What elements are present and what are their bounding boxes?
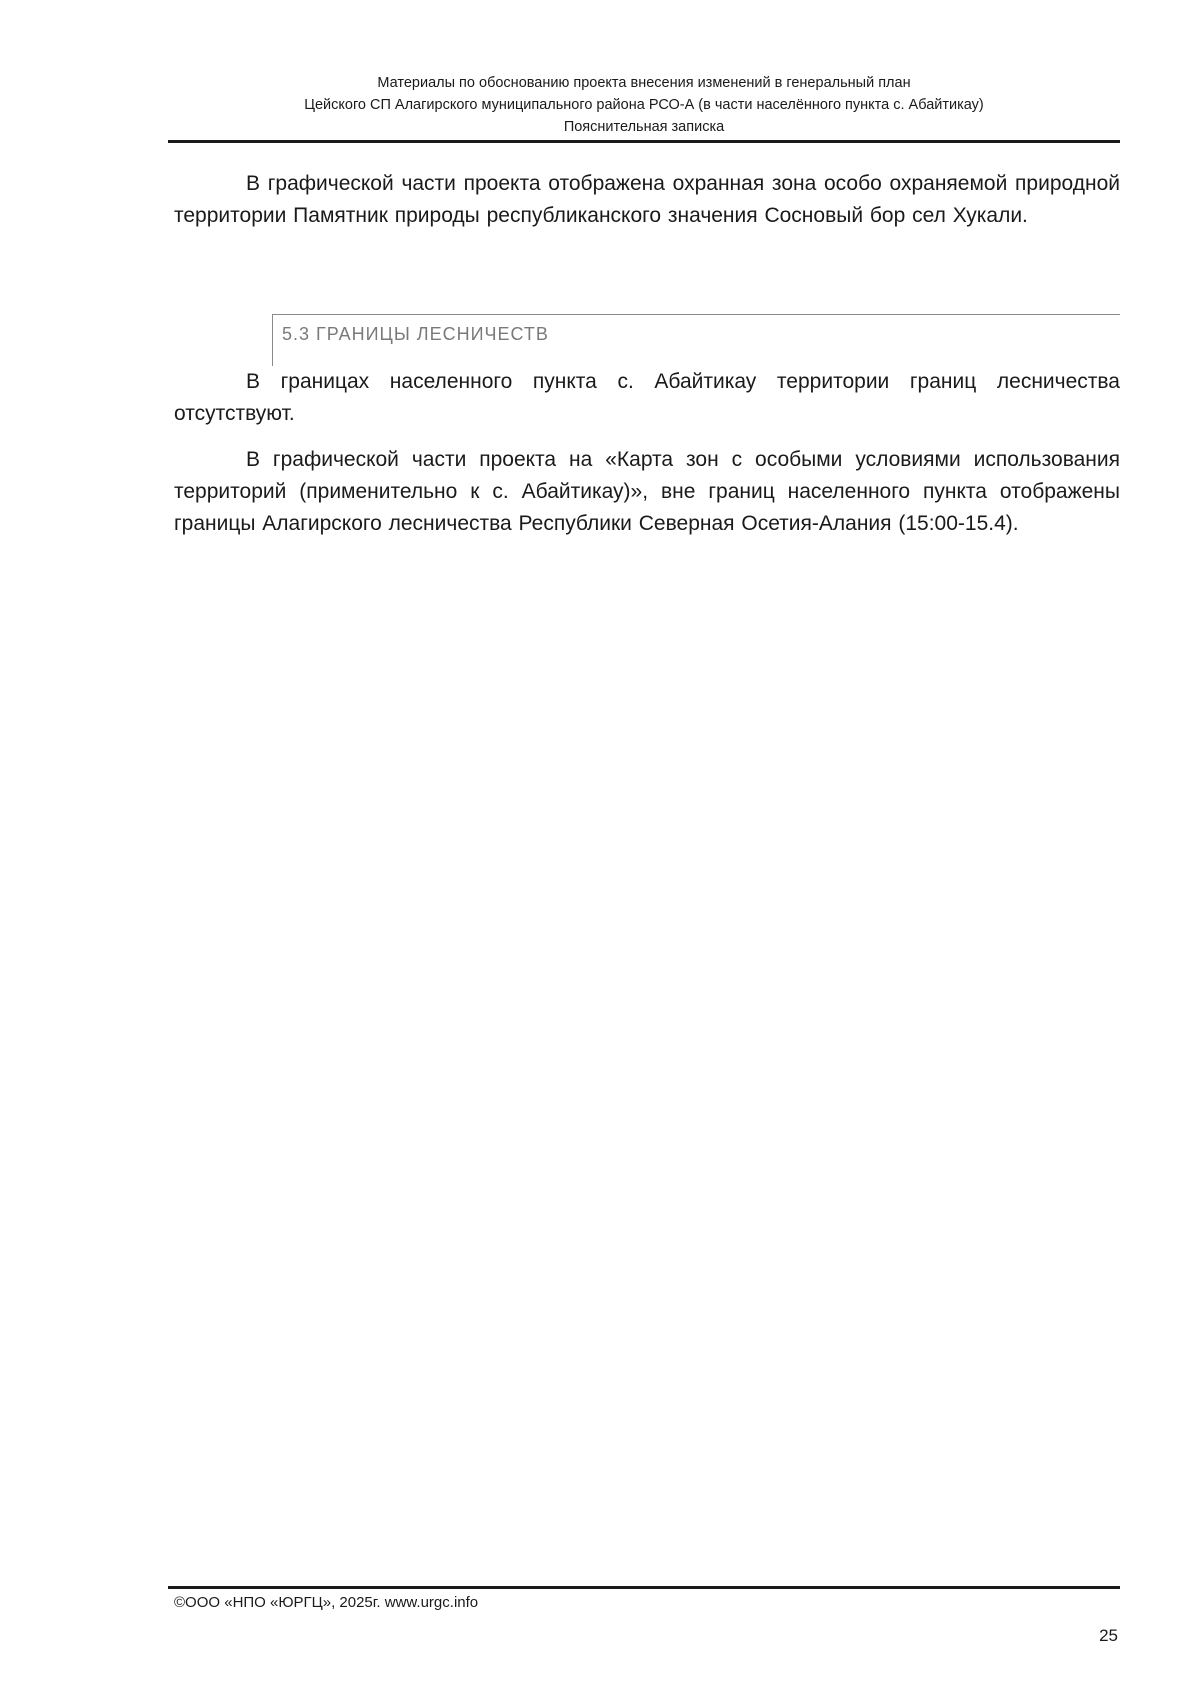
section-heading: [272, 314, 1120, 366]
header-subtitle-line: Цейского СП Алагирского муниципального района РСО-А (в части населённого пункта с. Абайтикау): [304, 97, 984, 113]
footer-copyright: ©ООО «НПО «ЮРГЦ», 2025г. www.urgc.info: [174, 1594, 479, 1611]
footer-divider: [168, 1586, 1120, 1589]
header-document-type: Пояснительная записка: [563, 119, 725, 135]
page-header: [168, 72, 1120, 138]
section-heading-text: 5.3 ГРАНИЦЫ ЛЕСНИЧЕСТВ: [282, 324, 549, 344]
body-paragraph-forestry-map: В графической части проекта на «Карта зон с особыми условиями использования территорий (применительно к с. Абайтикау)», вне границ населенного пункта отображены границы Алагирского лесничества Республики Северная Осетия-Алания (15:00-15.4).: [174, 448, 1120, 535]
header-title-line: Материалы по обоснованию проекта внесения изменений в генеральный план: [377, 75, 911, 91]
body-paragraph-protected-zone: В графической части проекта отображена охранная зона особо охраняемой природной территории Памятник природы республиканского значения Сосновый бор сел Хукали.: [174, 172, 1120, 227]
page-number: 25: [1099, 1626, 1118, 1645]
header-divider: [168, 140, 1120, 143]
body-paragraph-forestry-absent: В границах населенного пункта с. Абайтикау территории границ лесничества отсутствуют.: [174, 370, 1120, 425]
